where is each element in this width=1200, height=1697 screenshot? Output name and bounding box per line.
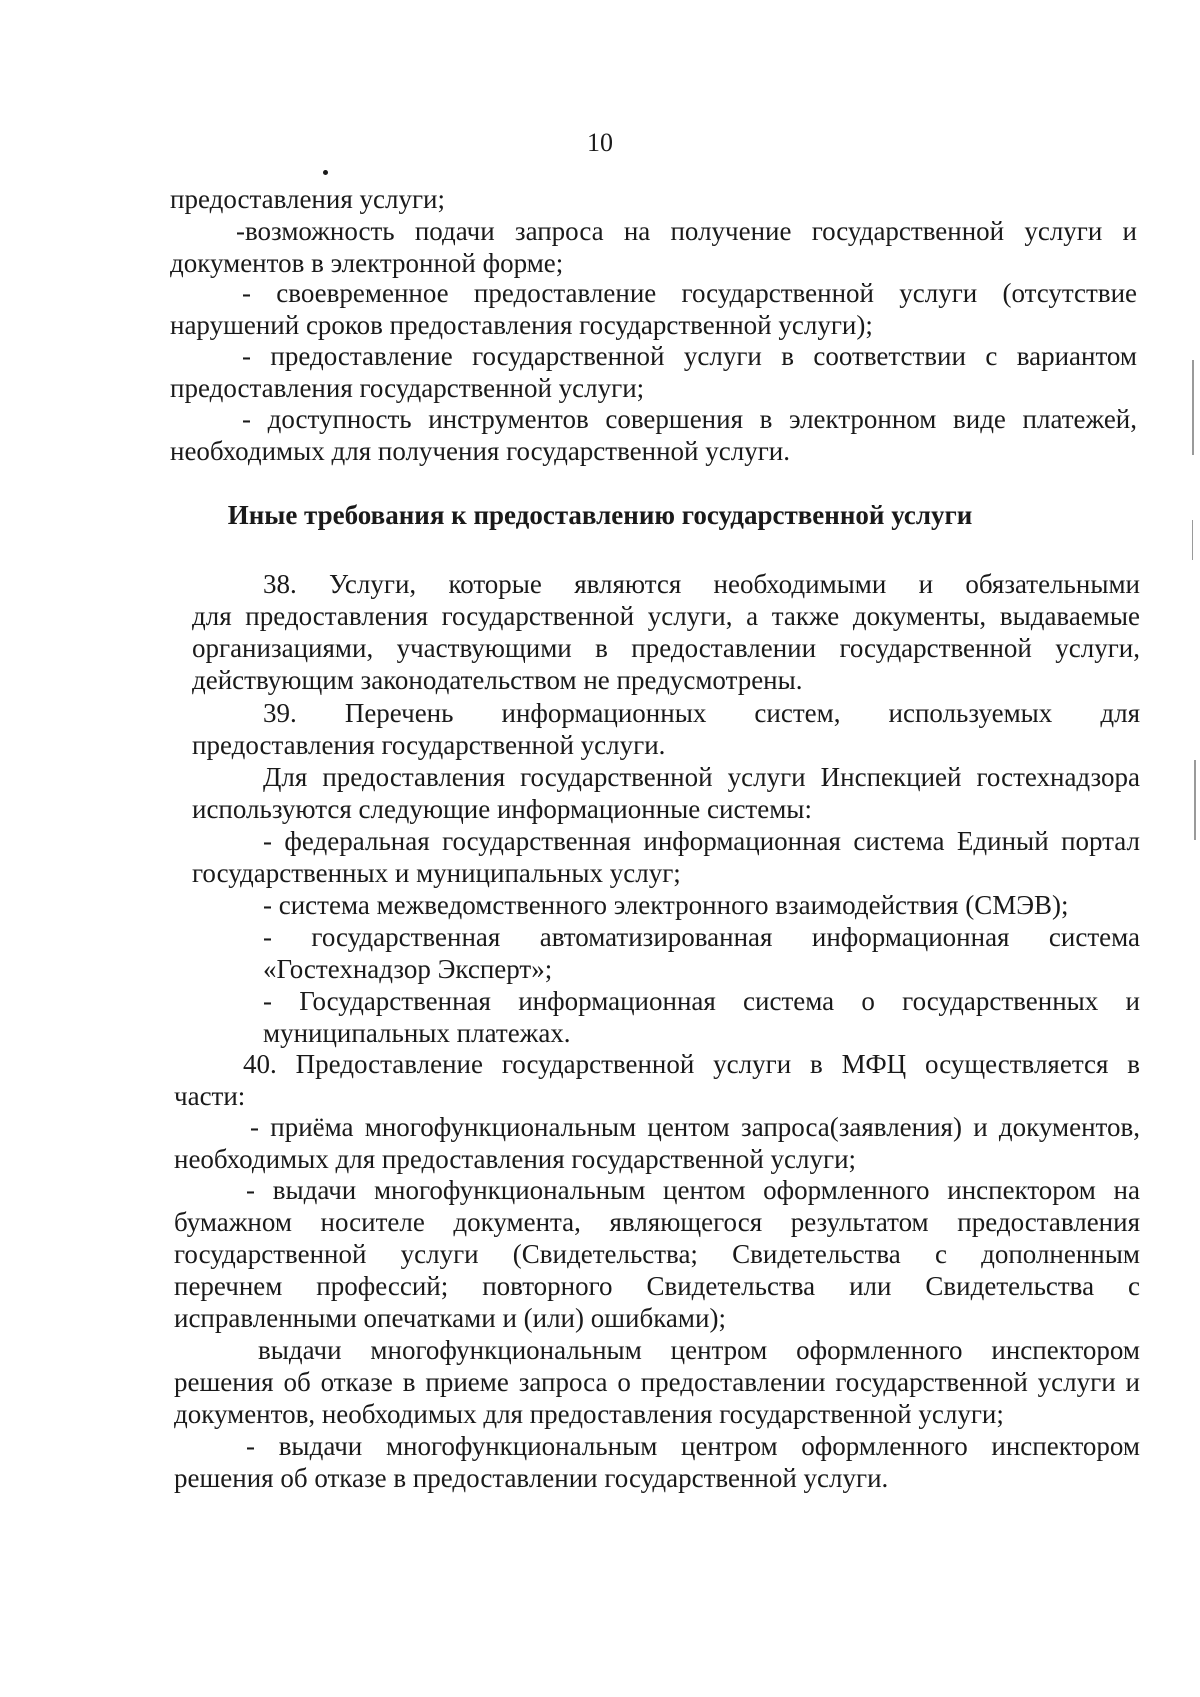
text-line: предоставления услуги; (170, 184, 445, 214)
section-heading: Иные требования к предоставлению государственной услуги (227, 500, 973, 530)
text-line: решения об отказе в предоставлении государственной услуги. (174, 1463, 889, 1493)
text-line: - государственная автоматизированная информационная система (263, 922, 1140, 952)
text-line: - выдачи многофункциональным центром оформленного инспектором (246, 1431, 1140, 1461)
text-line: организациями, участвующими в предоставлении государственной услуги, (192, 633, 1140, 663)
scan-edge-mark (1192, 360, 1194, 455)
text-line: исправленными опечатками и (или) ошибками); (174, 1303, 726, 1333)
text-line: - своевременное предоставление государственной услуги (отсутствие (242, 278, 1137, 308)
text-line: - приёма многофункциональным центом запроса(заявления) и документов, (250, 1112, 1140, 1142)
text-line: «Гостехнадзор Эксперт»; (263, 954, 553, 984)
text-line: части: (174, 1081, 246, 1111)
text-line: для предоставления государственной услуги, а также документы, выдаваемые (192, 601, 1140, 631)
scan-edge-mark (1194, 760, 1196, 840)
text-line: - доступность инструментов совершения в электронном виде платежей, (242, 404, 1137, 434)
text-line: - система межведомственного электронного взаимодействия (СМЭВ); (263, 890, 1069, 920)
text-line: государственных и муниципальных услуг; (192, 858, 681, 888)
text-line: - выдачи многофункциональным центом оформленного инспектором на (246, 1175, 1140, 1205)
text-line: выдачи многофункциональным центром оформленного инспектором (258, 1335, 1140, 1365)
text-line: - предоставление государственной услуги в соответствии с вариантом (242, 341, 1137, 371)
scan-speck (323, 170, 328, 175)
text-line: перечнем профессий; повторного Свидетельства или Свидетельства с (174, 1271, 1140, 1301)
text-line: документов, необходимых для предоставления государственной услуги; (174, 1399, 1004, 1429)
text-line: - Государственная информационная система о государственных и (263, 986, 1140, 1016)
text-line: Для предоставления государственной услуги Инспекцией гостехнадзора (263, 762, 1140, 792)
text-line: документов в электронной форме; (170, 248, 564, 278)
text-line: предоставления государственной услуги; (170, 373, 645, 403)
text-line: 38. Услуги, которые являются необходимыми и обязательными (263, 569, 1140, 599)
page-number: 10 (587, 128, 613, 157)
text-line: решения об отказе в приеме запроса о предоставлении государственной услуги и (174, 1367, 1140, 1397)
text-line: необходимых для предоставления государственной услуги; (174, 1144, 857, 1174)
text-line: бумажном носителе документа, являющегося результатом предоставления (174, 1207, 1140, 1237)
text-line: муниципальных платежах. (263, 1018, 571, 1048)
text-line: государственной услуги (Свидетельства; Свидетельства с дополненным (174, 1239, 1140, 1269)
text-line: предоставления государственной услуги. (192, 730, 666, 760)
text-line: - федеральная государственная информационная система Единый портал (263, 826, 1140, 856)
text-line: 40. Предоставление государственной услуги в МФЦ осуществляется в (243, 1049, 1140, 1079)
text-line: необходимых для получения государственной услуги. (170, 436, 790, 466)
text-line: действующим законодательством не предусмотрены. (192, 665, 803, 695)
text-line: -возможность подачи запроса на получение государственной услуги и (236, 216, 1137, 246)
text-line: 39. Перечень информационных систем, используемых для (263, 698, 1140, 728)
text-line: нарушений сроков предоставления государственной услуги); (170, 310, 873, 340)
text-line: используются следующие информационные системы: (192, 794, 812, 824)
